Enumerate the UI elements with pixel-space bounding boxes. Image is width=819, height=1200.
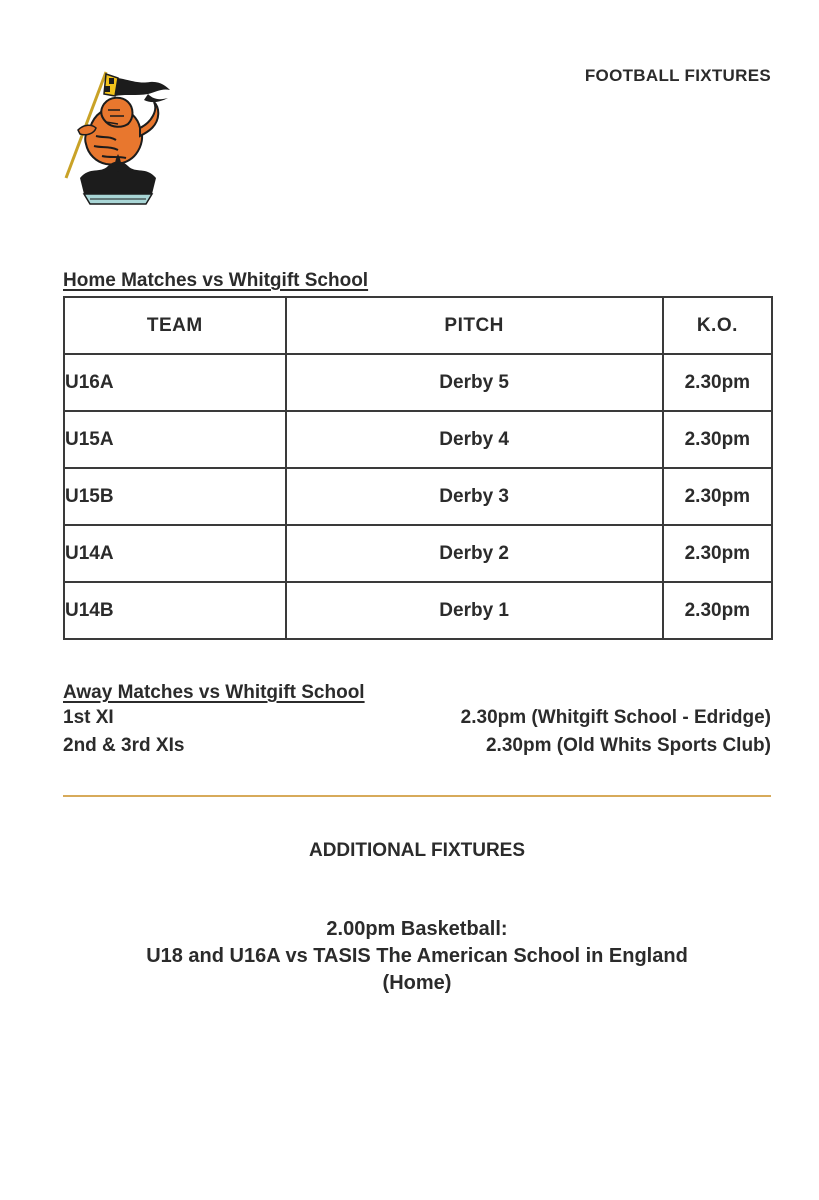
team-cell: U14B: [64, 582, 286, 639]
home-matches-title: Home Matches vs Whitgift School: [63, 270, 369, 291]
away-detail: 2.30pm (Old Whits Sports Club): [485, 735, 771, 756]
table-header-row: [64, 297, 772, 354]
kickoff-cell: 2.30pm: [663, 354, 772, 411]
kickoff-cell: 2.30pm: [663, 582, 772, 639]
additional-fixtures-title: ADDITIONAL FIXTURES: [308, 840, 526, 861]
additional-fixture-line: U18 and U16A vs TASIS The American School in England: [146, 945, 688, 967]
kickoff-cell: 2.30pm: [663, 525, 772, 582]
page-title: FOOTBALL FIXTURES: [584, 66, 771, 85]
pitch-cell: Derby 1: [286, 582, 663, 639]
pitch-cell: Derby 3: [286, 468, 663, 525]
pitch-cell: Derby 4: [286, 411, 663, 468]
away-fixture-row: [63, 735, 771, 761]
table-row: [64, 411, 772, 468]
column-header-team: TEAM: [64, 297, 286, 354]
pitch-cell: Derby 2: [286, 525, 663, 582]
table-row: [64, 468, 772, 525]
column-header-pitch: PITCH: [286, 297, 663, 354]
away-team: 1st XI: [63, 707, 114, 728]
table-row: [64, 354, 772, 411]
pitch-cell: Derby 5: [286, 354, 663, 411]
team-cell: U15A: [64, 411, 286, 468]
school-crest-icon: [60, 66, 176, 208]
away-team: 2nd & 3rd XIs: [63, 735, 185, 756]
table-row: [64, 525, 772, 582]
kickoff-cell: 2.30pm: [663, 411, 772, 468]
column-header-ko: K.O.: [663, 297, 772, 354]
away-detail: 2.30pm (Whitgift School - Edridge): [460, 707, 771, 728]
away-fixture-row: [63, 707, 771, 733]
additional-fixture-line: 2.00pm Basketball:: [326, 918, 508, 940]
team-cell: U15B: [64, 468, 286, 525]
table-row: [64, 582, 772, 639]
team-cell: U14A: [64, 525, 286, 582]
additional-fixture-line: (Home): [382, 972, 452, 994]
away-matches-title: Away Matches vs Whitgift School: [63, 682, 365, 703]
section-divider: [63, 795, 771, 797]
kickoff-cell: 2.30pm: [663, 468, 772, 525]
team-cell: U16A: [64, 354, 286, 411]
home-fixtures-table: [63, 296, 773, 640]
